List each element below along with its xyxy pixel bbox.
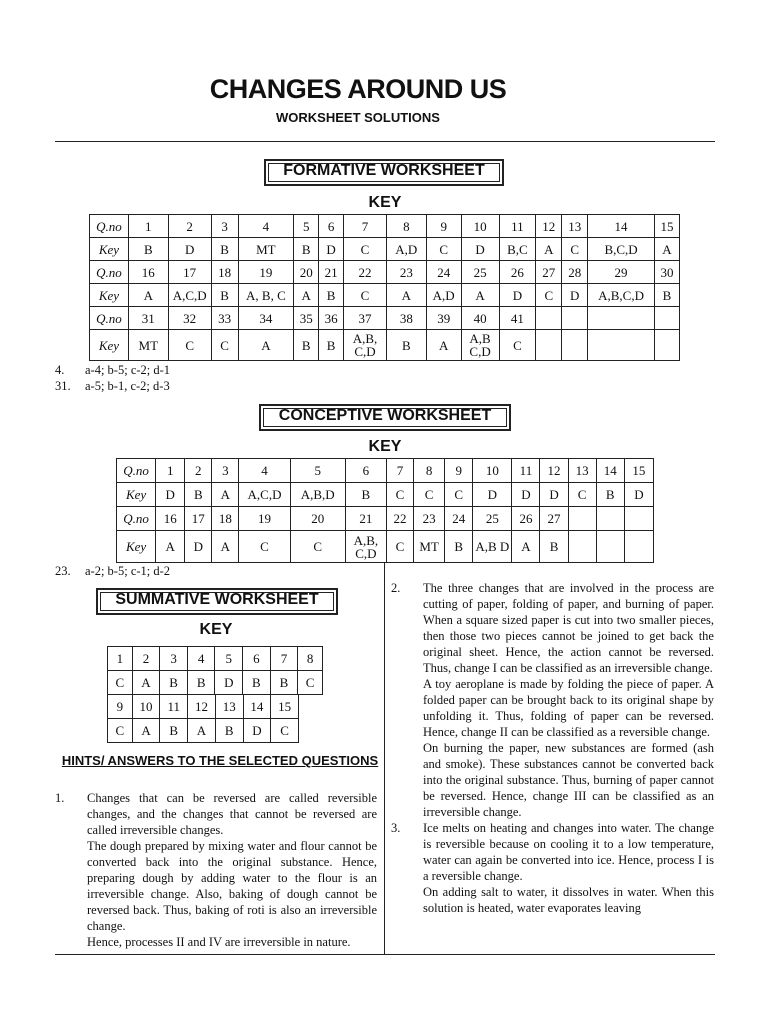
answer-paragraph: Ice melts on heating and changes into water. The change is reversible because on cooling it to a low temperature, water can again be converted into ice. Hence, process I is a reversible change. xyxy=(423,821,714,883)
note-text: a-5; b-1, c-2; d-3 xyxy=(85,379,170,393)
answer-number: 2. xyxy=(391,581,401,595)
table-cell: 9 xyxy=(426,215,461,238)
table-cell xyxy=(536,307,562,330)
table-row xyxy=(108,671,323,695)
table-cell: 21 xyxy=(319,261,344,284)
table-cell: 10 xyxy=(473,459,512,483)
table-cell: 40 xyxy=(461,307,499,330)
table-cell: 12 xyxy=(540,459,568,483)
table-cell: D xyxy=(156,483,185,507)
table-cell: A xyxy=(128,284,168,307)
table-cell: 24 xyxy=(445,507,473,531)
conceptive-key-label: KEY xyxy=(368,438,402,455)
formative-key-label: KEY xyxy=(368,194,402,211)
table-cell: 20 xyxy=(294,261,319,284)
table-cell: A,B C,D xyxy=(461,330,499,361)
table-cell: B xyxy=(319,330,344,361)
table-cell: 32 xyxy=(168,307,211,330)
table-cell: A xyxy=(238,330,294,361)
table-cell xyxy=(588,307,655,330)
table-row xyxy=(117,507,654,531)
table-cell: D xyxy=(168,238,211,261)
table-cell: A,B, C,D xyxy=(344,330,387,361)
table-cell: 27 xyxy=(536,261,562,284)
table-cell: 20 xyxy=(290,507,345,531)
table-cell: 12 xyxy=(536,215,562,238)
table-cell: A xyxy=(188,719,216,743)
table-cell: 11 xyxy=(499,215,536,238)
row-header-cell: Q.no xyxy=(90,307,129,330)
row-header-cell: Q.no xyxy=(117,459,156,483)
table-cell: A,D xyxy=(426,284,461,307)
table-cell: 8 xyxy=(298,647,323,671)
table-cell xyxy=(562,330,588,361)
conceptive-notes xyxy=(55,563,170,579)
table-cell: B,C xyxy=(499,238,536,261)
table-cell: 29 xyxy=(588,261,655,284)
table-cell: 23 xyxy=(414,507,445,531)
table-cell: 38 xyxy=(386,307,426,330)
table-cell: 5 xyxy=(215,647,243,671)
row-header-cell: Key xyxy=(90,238,129,261)
table-cell: D xyxy=(562,284,588,307)
table-cell: 10 xyxy=(461,215,499,238)
table-cell xyxy=(596,531,624,563)
row-header-cell: Key xyxy=(117,531,156,563)
table-cell: A,C,D xyxy=(239,483,290,507)
table-cell: 4 xyxy=(239,459,290,483)
table-cell xyxy=(568,507,596,531)
table-cell: 27 xyxy=(540,507,568,531)
table-cell: D xyxy=(512,483,540,507)
table-cell: 16 xyxy=(128,261,168,284)
table-cell: 14 xyxy=(588,215,655,238)
hints-right-column xyxy=(391,580,714,916)
formative-notes xyxy=(55,362,170,394)
table-cell xyxy=(568,531,596,563)
row-header-cell: Q.no xyxy=(117,507,156,531)
table-cell xyxy=(654,330,679,361)
table-cell xyxy=(596,507,624,531)
table-cell: C xyxy=(536,284,562,307)
table-cell: A xyxy=(512,531,540,563)
table-cell: A xyxy=(294,284,319,307)
table-cell: 34 xyxy=(238,307,294,330)
table-cell: 8 xyxy=(386,215,426,238)
table-cell: 25 xyxy=(473,507,512,531)
table-cell: 33 xyxy=(211,307,238,330)
table-cell: C xyxy=(298,671,323,695)
hints-heading: HINTS/ ANSWERS TO THE SELECTED QUESTIONS xyxy=(61,753,379,768)
table-cell: 41 xyxy=(499,307,536,330)
table-row xyxy=(90,330,680,361)
table-cell xyxy=(588,330,655,361)
note-text: a-2; b-5; c-1; d-2 xyxy=(85,564,171,578)
table-cell: 11 xyxy=(160,695,188,719)
table-cell: C xyxy=(168,330,211,361)
table-cell: 39 xyxy=(426,307,461,330)
table-cell: C xyxy=(271,719,299,743)
table-cell: 22 xyxy=(344,261,387,284)
table-cell: 9 xyxy=(445,459,473,483)
table-cell: C xyxy=(108,719,133,743)
table-cell: C xyxy=(386,531,413,563)
note-number: 4. xyxy=(55,363,65,377)
table-row xyxy=(117,531,654,563)
table-cell: 10 xyxy=(132,695,160,719)
table-cell: 9 xyxy=(108,695,133,719)
table-cell: 36 xyxy=(319,307,344,330)
table-cell: 31 xyxy=(128,307,168,330)
note-line xyxy=(55,563,170,579)
conceptive-key-table xyxy=(116,458,654,563)
table-cell: 14 xyxy=(596,459,624,483)
table-cell: MT xyxy=(238,238,294,261)
table-cell: A,C,D xyxy=(168,284,211,307)
row-header-cell: Key xyxy=(90,284,129,307)
answer-paragraph: Changes that can be reversed are called reversible changes, and the changes that cannot be reversed are called irreversible changes. xyxy=(87,791,377,837)
table-cell: 1 xyxy=(156,459,185,483)
answer-paragraph: On burning the paper, new substances are formed (ash and smoke). These substances cannot be converted back into the original substance. Thus, burning of paper cannot be reversed. Hence, change III can be classified as an irreversible change. xyxy=(423,741,714,819)
table-cell: D xyxy=(319,238,344,261)
table-cell: A xyxy=(654,238,679,261)
table-cell: A xyxy=(156,531,185,563)
table-cell: 2 xyxy=(168,215,211,238)
summative-heading: SUMMATIVE WORKSHEET xyxy=(96,588,338,615)
table-cell: C xyxy=(290,531,345,563)
table-cell: D xyxy=(461,238,499,261)
table-cell: C xyxy=(239,531,290,563)
table-cell: 8 xyxy=(414,459,445,483)
table-cell: 22 xyxy=(386,507,413,531)
table-cell: B xyxy=(445,531,473,563)
answer-paragraph: A toy aeroplane is made by folding the piece of paper. A folded paper can be brought back to its original shape by unfolding it. Thus, folding of paper can be reversed. Hence, change II can be classified as a reversible change. xyxy=(423,677,714,739)
answer-item xyxy=(391,580,714,820)
table-cell: 23 xyxy=(386,261,426,284)
row-header-cell: Q.no xyxy=(90,215,129,238)
table-cell: 2 xyxy=(132,647,160,671)
table-cell: D xyxy=(473,483,512,507)
table-cell: B xyxy=(211,284,238,307)
note-line xyxy=(55,362,170,378)
table-cell: C xyxy=(344,284,387,307)
table-cell: C xyxy=(445,483,473,507)
table-cell: 19 xyxy=(238,261,294,284)
table-cell: 18 xyxy=(211,261,238,284)
table-cell: B xyxy=(540,531,568,563)
table-cell: 30 xyxy=(654,261,679,284)
table-cell: 35 xyxy=(294,307,319,330)
table-cell xyxy=(624,531,653,563)
table-cell: 19 xyxy=(239,507,290,531)
table-cell: 6 xyxy=(345,459,386,483)
table-cell: MT xyxy=(128,330,168,361)
note-number: 31. xyxy=(55,379,71,393)
table-cell: 3 xyxy=(211,215,238,238)
table-cell: 7 xyxy=(270,647,298,671)
column-divider xyxy=(384,562,385,954)
table-cell: B xyxy=(654,284,679,307)
table-cell: A xyxy=(212,483,239,507)
row-header-cell: Key xyxy=(117,483,156,507)
note-line xyxy=(55,378,170,394)
table-cell: B xyxy=(160,671,188,695)
table-cell xyxy=(654,307,679,330)
table-cell: D xyxy=(624,483,653,507)
table-cell: 5 xyxy=(290,459,345,483)
table-cell: MT xyxy=(414,531,445,563)
table-cell: C xyxy=(562,238,588,261)
table-cell: 4 xyxy=(238,215,294,238)
table-cell: 28 xyxy=(562,261,588,284)
formative-heading: FORMATIVE WORKSHEET xyxy=(264,159,504,186)
table-cell: A xyxy=(461,284,499,307)
table-cell: 14 xyxy=(243,695,271,719)
table-cell: B xyxy=(243,671,271,695)
table-cell: 15 xyxy=(624,459,653,483)
table-cell: B xyxy=(185,483,212,507)
hints-left-column xyxy=(55,790,377,950)
table-cell: 15 xyxy=(654,215,679,238)
table-cell: 13 xyxy=(568,459,596,483)
table-cell: C xyxy=(211,330,238,361)
table-cell: D xyxy=(540,483,568,507)
table-cell: C xyxy=(499,330,536,361)
table-cell: C xyxy=(426,238,461,261)
table-cell: C xyxy=(386,483,413,507)
table-row xyxy=(90,238,680,261)
answer-number: 3. xyxy=(391,821,401,835)
table-cell: 11 xyxy=(512,459,540,483)
table-cell: 26 xyxy=(512,507,540,531)
summative-key-table-1 xyxy=(107,646,323,695)
table-row xyxy=(90,215,680,238)
table-cell: A,D xyxy=(386,238,426,261)
table-row xyxy=(90,307,680,330)
table-cell: C xyxy=(108,671,133,695)
header-divider xyxy=(55,141,715,142)
table-cell: B,C,D xyxy=(588,238,655,261)
table-cell: A,B, C,D xyxy=(345,531,386,563)
table-cell: 15 xyxy=(271,695,299,719)
answer-item xyxy=(391,820,714,916)
table-cell: 13 xyxy=(215,695,243,719)
answer-paragraph: The three changes that are involved in the process are cutting of paper, folding of paper, and burning of paper. When a square sized paper is cut into two smaller pieces, then those two pieces cannot be joined to get back the original sheet. Hence, the action cannot be reversed. Thus, change I can be classified as an irreversible change. xyxy=(423,581,714,675)
page-subtitle: WORKSHEET SOLUTIONS xyxy=(276,110,440,125)
table-cell: B xyxy=(386,330,426,361)
table-cell: A xyxy=(426,330,461,361)
table-cell: 16 xyxy=(156,507,185,531)
table-row xyxy=(108,695,299,719)
table-cell: 7 xyxy=(386,459,413,483)
note-number: 23. xyxy=(55,564,71,578)
note-text: a-4; b-5; c-2; d-1 xyxy=(85,363,171,377)
table-cell: A, B, C xyxy=(238,284,294,307)
page-title: CHANGES AROUND US xyxy=(209,74,507,104)
table-cell: B xyxy=(160,719,188,743)
table-cell: D xyxy=(185,531,212,563)
table-cell: A xyxy=(386,284,426,307)
table-cell: 3 xyxy=(212,459,239,483)
table-cell: A xyxy=(212,531,239,563)
table-cell: C xyxy=(414,483,445,507)
table-cell: 25 xyxy=(461,261,499,284)
table-cell: A xyxy=(132,719,160,743)
table-cell: 17 xyxy=(185,507,212,531)
table-cell: B xyxy=(596,483,624,507)
footer-divider xyxy=(55,954,715,955)
table-cell: 1 xyxy=(128,215,168,238)
table-row xyxy=(90,284,680,307)
table-cell: A,B,D xyxy=(290,483,345,507)
table-cell xyxy=(536,330,562,361)
table-cell: 1 xyxy=(108,647,133,671)
table-cell: B xyxy=(187,671,215,695)
table-cell: D xyxy=(243,719,271,743)
table-row xyxy=(108,647,323,671)
table-cell: 26 xyxy=(499,261,536,284)
table-cell: B xyxy=(294,330,319,361)
table-cell: 6 xyxy=(243,647,271,671)
table-cell: 3 xyxy=(160,647,188,671)
table-row xyxy=(117,483,654,507)
table-cell: B xyxy=(294,238,319,261)
summative-key-table-2 xyxy=(107,694,299,743)
table-cell: A xyxy=(132,671,160,695)
table-cell: B xyxy=(270,671,298,695)
table-row xyxy=(108,719,299,743)
table-cell: D xyxy=(215,671,243,695)
table-cell: B xyxy=(319,284,344,307)
table-cell: C xyxy=(568,483,596,507)
table-cell: 4 xyxy=(187,647,215,671)
table-cell: 5 xyxy=(294,215,319,238)
table-cell xyxy=(624,507,653,531)
table-row xyxy=(90,261,680,284)
table-cell: B xyxy=(211,238,238,261)
row-header-cell: Q.no xyxy=(90,261,129,284)
conceptive-heading: CONCEPTIVE WORKSHEET xyxy=(259,404,511,431)
table-cell: 37 xyxy=(344,307,387,330)
table-cell: 13 xyxy=(562,215,588,238)
table-cell: 17 xyxy=(168,261,211,284)
answer-number: 1. xyxy=(55,791,65,805)
row-header-cell: Key xyxy=(90,330,129,361)
summative-key-label: KEY xyxy=(199,621,233,638)
table-cell: 24 xyxy=(426,261,461,284)
table-cell: 21 xyxy=(345,507,386,531)
table-cell: 2 xyxy=(185,459,212,483)
table-cell: A,B,C,D xyxy=(588,284,655,307)
table-cell: A xyxy=(536,238,562,261)
table-cell: 7 xyxy=(344,215,387,238)
table-row xyxy=(117,459,654,483)
formative-key-table xyxy=(89,214,680,361)
table-cell: 12 xyxy=(188,695,216,719)
table-cell: B xyxy=(345,483,386,507)
answer-paragraph: On adding salt to water, it dissolves in water. When this solution is heated, water evaporates leaving xyxy=(423,885,714,915)
table-cell: B xyxy=(128,238,168,261)
table-cell: D xyxy=(499,284,536,307)
answer-item xyxy=(55,790,377,950)
table-cell: 18 xyxy=(212,507,239,531)
table-cell xyxy=(562,307,588,330)
table-cell: B xyxy=(215,719,243,743)
table-cell: A,B D xyxy=(473,531,512,563)
table-cell: C xyxy=(344,238,387,261)
answer-paragraph: Hence, processes II and IV are irreversible in nature. xyxy=(87,935,351,949)
answer-paragraph: The dough prepared by mixing water and flour cannot be converted back into the original substance. Hence, preparing dough by adding water to the flour is an irreversible change. Also, baking of dough cannot be reversed back. Thus, baking of roti is also an irreversible change. xyxy=(87,839,377,933)
table-cell: 6 xyxy=(319,215,344,238)
